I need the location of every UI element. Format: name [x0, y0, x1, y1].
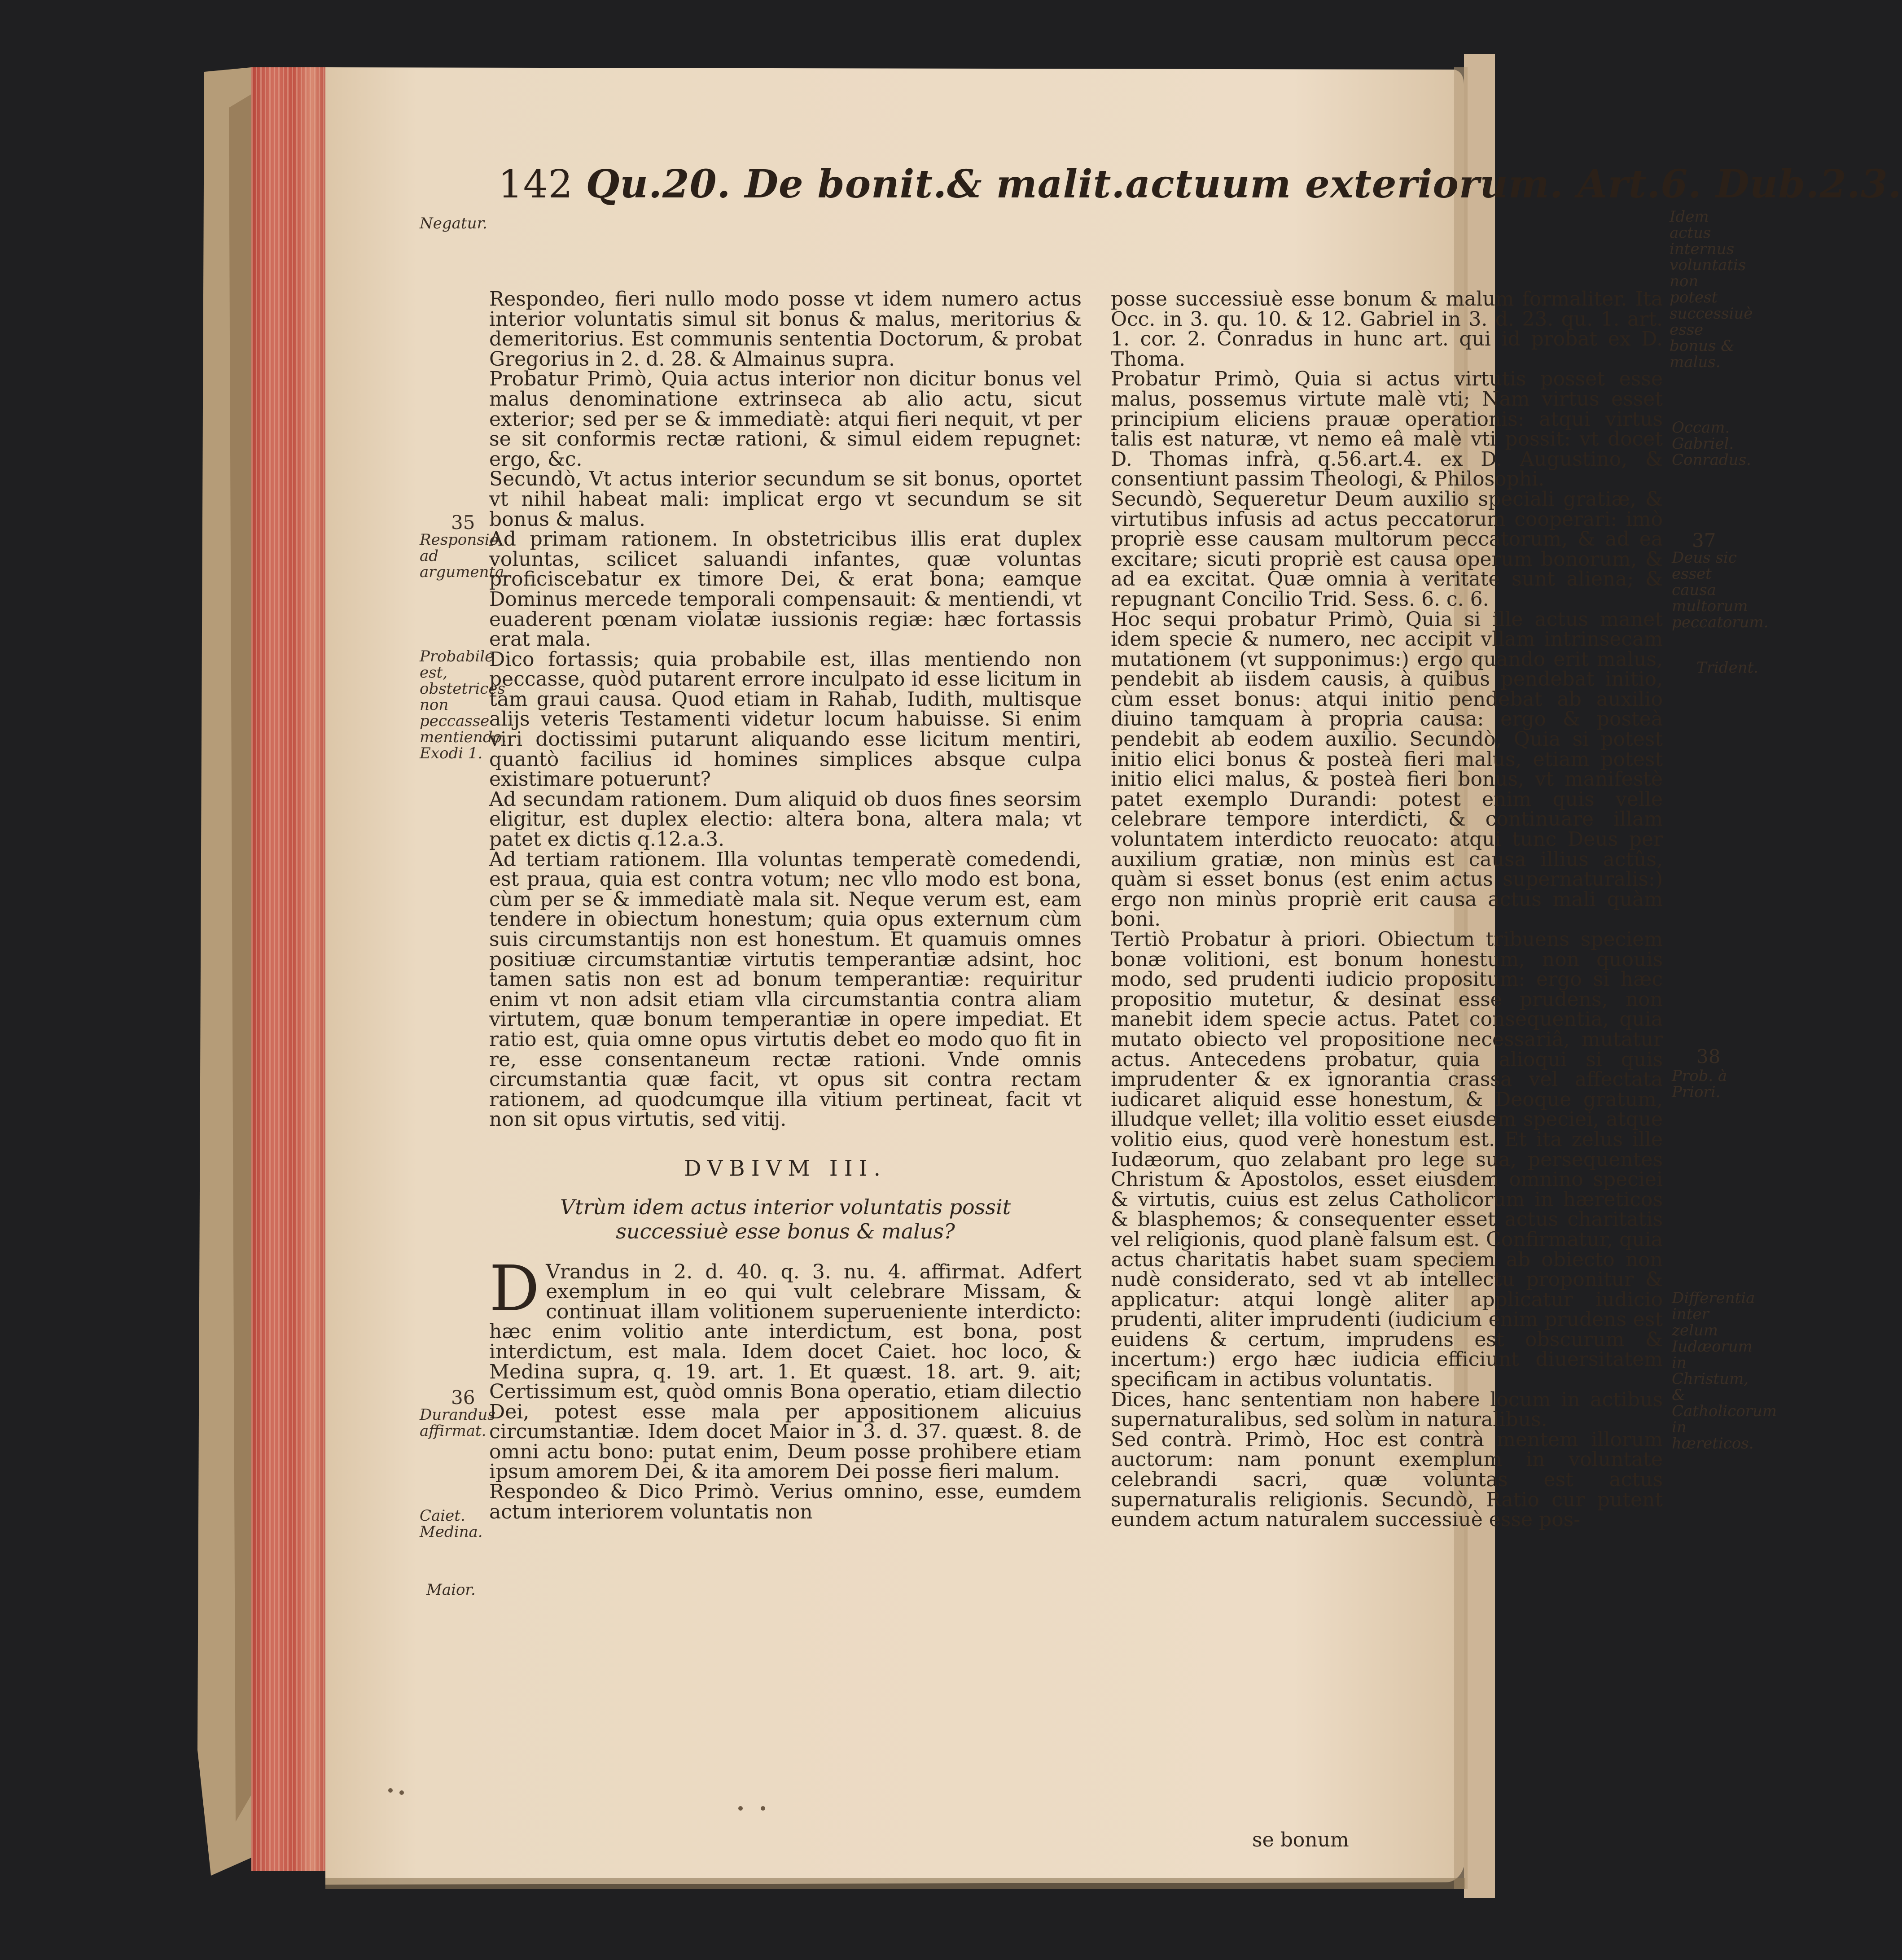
paragraph-number-37: 37	[1692, 529, 1716, 551]
paragraph: Dico fortassis; quia probabile est, illas mentiendo non peccasse, quòd putarent errore inculpato id esse licitum in tam graui causa. Quod etiam in Rahab, Iudith, multisque alijs veteris Testamenti videtur locum habuisse. Si enim viri doctissimi putarunt aliquando esse licitum mentiri, quantò facilius id homines simplices absque culpa existimare potuerunt?	[489, 648, 1082, 791]
margin-note-durandus: Durandus affirmat.	[420, 1406, 495, 1440]
margin-note-deus-causa: Deus sic esset causa multorum peccatorum.	[1672, 549, 1769, 631]
dubium-question: Vtrùm idem actus interior voluntatis possit successiuè esse bonus & malus?	[560, 1194, 1011, 1243]
paragraph: Ad primam rationem. In obstetricibus illis erat duplex voluntas, scilicet saluandi infantes, quæ voluntas proficiscebatur ex timore Dei, & erat bona; eamque Dominus mercede temporali compensauit: & mentiendi, vt euaderent pœnam violatæ iussionis regiæ: hæc fortassis erat mala.	[489, 528, 1082, 651]
margin-note-negatur: Negatur.	[420, 214, 487, 232]
paragraph-number-36: 36	[451, 1387, 475, 1409]
paragraph: Dices, hanc sententiam non habere locum in actibus supernaturalibus, sed solùm in naturalibus.	[1111, 1388, 1663, 1431]
left-column	[489, 289, 1082, 1846]
margin-note-prob-a-priori: Prob. à Priori.	[1672, 1067, 1727, 1101]
paragraph: Hoc sequi probatur Primò, Quia si ille actus manet idem specie & numero, nec accipit vllam intrinsecam mutationem (vt supponimus:) ergo quando erit malus, pendebit ab iisdem causis, à quibus pendebat initio, cùm esset bonus: atqui initio pendebat ab auxilio diuino tamquam à propria causa: ergo & posteà pendebit ab eodem auxilio. Secundò, Quia si potest initio elici bonus & posteà fieri malus, etiam potest initio elici malus, & posteà fieri bonus, vt manifestè patet exemplo Durandi: potest enim quis velle celebrare tempore interdicti, & continuare illam voluntatem interdicto reuocato: atqui tunc Deus per auxilium gratiæ, non minùs est causa illius actûs, quàm si esset bonus (est enim actus supernaturalis:) ergo non minùs propriè erit causa actus mali quàm boni.	[1111, 608, 1663, 931]
running-header	[498, 162, 1902, 229]
paragraph: Secundò, Vt actus interior secundum se sit bonus, oportet vt nihil habeat mali: implicat ergo vt secundum se sit bonus & malus.	[489, 468, 1082, 531]
page-number: 142	[498, 162, 574, 207]
margin-note-probabile: Probabile est, obstetrices non peccasse mentiendo. Exodi 1.	[420, 648, 507, 762]
paragraph: posse successiuè esse bonum & malum formaliter. Ita Occ. in 3. qu. 10. & 12. Gabriel in 3. d. 23. qu. 1. art. 1. cor. 2. Conradus in hunc art. qui id probat ex D. Thoma.	[1111, 288, 1663, 371]
margin-note-occam-gabriel-conradus: Occam. Gabriel. Conradus.	[1672, 419, 1751, 469]
paragraph-text: Vrandus in 2. d. 40. q. 3. nu. 4. affirmat. Adfert exemplum in eo qui vult celebrare Missam, & continuat illam volitionem superueniente interdicto: hæc enim volitio ante interdictum, est bona, post interdictum, est mala. Idem docet Caiet. hoc loco, & Medina supra, q. 19. art. 1. Et quæst. 18. art. 9. ait; Certissimum est, quòd omnis Bona operatio, etiam dilectio Dei, potest esse mala per appositionem alicuius circumstantiæ. Idem docet Maior in 3. d. 37. quæst. 8. de omni actu bono: putat enim, Deum posse prohibere etiam ipsum amorem Dei, & ita amorem Dei posse fieri malum.	[489, 1260, 1082, 1483]
paragraph: Probatur Primò, Quia si actus virtutis posset esse malus, possemus virtute malè vti; Nam virtus esset principium eliciens prauæ operationis: atqui virtus talis est naturæ, vt nemo eâ malè vti possit: vt docet D. Thomas infrà, q.56.art.4. ex D. Augustino, & consentiunt passim Theologi, & Philosophi.	[1111, 368, 1663, 491]
paragraph: Secundò, Sequeretur Deum auxilio speciali gratiæ, & virtutibus infusis ad actus peccatorum cooperari: imò propriè esse causam multorum peccatorum, & ad ea excitare; sicuti propriè est causa operum bonorum, & ad ea excitat. Quæ omnia à veritate sunt aliena; & repugnant Concilio Trid. Sess. 6. c. 6.	[1111, 487, 1663, 611]
catchword: se bonum	[1252, 1829, 1349, 1851]
paragraph-with-dropcap	[489, 1252, 1082, 1483]
right-column	[1111, 289, 1663, 1846]
paragraph-number-35: 35	[451, 512, 475, 534]
margin-note-maior: Maior.	[426, 1581, 476, 1599]
running-title: Qu.20. De bonit.& malit.actuum exteriorum. Art.6. Dub.2.3.	[586, 162, 1902, 207]
paragraph: Ad secundam rationem. Dum aliquid ob duos fines seorsim eligitur, est duplex electio: altera bona, altera mala; vt patet ex dictis q.12.a.3.	[489, 788, 1082, 851]
paragraph: Respondeo, fieri nullo modo posse vt idem numero actus interior voluntatis simul sit bonus & malus, meritorius & demeritorius. Est communis sententia Doctorum, & probat Gregorius in 2. d. 28. & Almainus supra.	[489, 288, 1082, 371]
paragraph: Tertiò Probatur à priori. Obiectum tribuens speciem bonæ volitioni, est bonum honestum, non quouis modo, sed prudenti iudicio propositum: ergo si hæc propositio mutetur, & desinat esse prudens, non manebit idem specie actus. Patet consequentia, quia mutato obiecto vel propositione necessariâ, mutatur actus. Antecedens probatur, quia alioqui si quis imprudenter & ex ignorantia crassa vel affectata iudicaret aliquid esse honestum, & Deoque gratum, illudque vellet; illa volitio esset eiusdem speciei, atque volitio eius, quod verè honestum est. Et ita zelus ille Iudæorum, quo zelabant pro lege sua, persequentes Christum & Apostolos, esset eiusdem omnino speciei & virtutis, cuius est zelus Catholicorum in hæreticos & blasphemos; & consequenter esset actus charitatis vel religionis, quod planè falsum est. Confirmatur, quia actus charitatis habet suam speciem ab obiecto non nudè considerato, sed vt ab intellectu proponitur & applicatur: atqui longè aliter applicatur iudicio prudenti, aliter imprudenti (iudicium enim prudens est euidens & certum, imprudens est obscurum & incertum:) ergo hæc iudicia efficiunt diuersitatem specificam in actibus voluntatis.	[1111, 928, 1663, 1391]
margin-note-caiet-medina: Caiet. Medina.	[420, 1507, 483, 1541]
margin-note-trident: Trident.	[1696, 659, 1759, 677]
drop-cap: D	[489, 1252, 540, 1326]
paragraph: Probatur Primò, Quia actus interior non dicitur bonus vel malus denominatione extrinseca ab alio actu, sicut exterior; sed per se & immediatè: atqui fieri nequit, vt per se sit conformis rectæ rationi, & simul eidem repugnet: ergo, &c.	[489, 368, 1082, 471]
paragraph: Respondeo & Dico Primò. Verius omnino, esse, eumdem actum interiorem voluntatis non	[489, 1480, 1082, 1523]
red-page-edge-stripes	[251, 67, 328, 1871]
paragraph: Ad tertiam rationem. Illa voluntas temperatè comedendi, est praua, quia est contra votum; nec vllo modo est bona, cùm per se & immediatè mala sit. Neque verum est, eam tendere in obiectum honestum; quia opus externum cùm suis circumstantijs non est honestum. Et quamuis omnes positiuæ circumstantiæ virtutis temperantiæ adsint, hoc tamen satis non est ad bonum temperantiæ: requiritur enim vt non adsit etiam vlla circumstantia contra aliam virtutem, quæ bonum temperantiæ in opere impediat. Et ratio est, quia omne opus virtutis debet eo modo quo fit in re, esse consentaneum rectæ rationi. Vnde omnis circumstantia quæ facit, vt opus sit contra rectam rationem, ad quodcumque illa vitium pertineat, facit vt non sit opus virtutis, sed vitij.	[489, 848, 1082, 1131]
paragraph: Sed contrà. Primò, Hoc est contrà mentem illorum auctorum: nam ponunt exemplum in voluntate celebrandi sacri, quæ voluntas est actus supernaturalis religionis. Secundò, Ratio cur putent eundem actum naturalem successiuè esse pos-	[1111, 1428, 1663, 1531]
margin-note-idem-actus: Idem actus internus voluntatis non potest successiuè esse bonus & malus.	[1670, 208, 1753, 371]
page	[332, 79, 1902, 1900]
paragraph-number-38: 38	[1696, 1046, 1721, 1068]
margin-note-responsio: Responsio ad argumenta.	[420, 531, 509, 581]
margin-note-differentia: Differentia inter zelum Iudæorum in Christum, & Catholicorum in hæreticos.	[1672, 1289, 1777, 1452]
dubium-heading: DVBIVM III.	[684, 1155, 887, 1181]
